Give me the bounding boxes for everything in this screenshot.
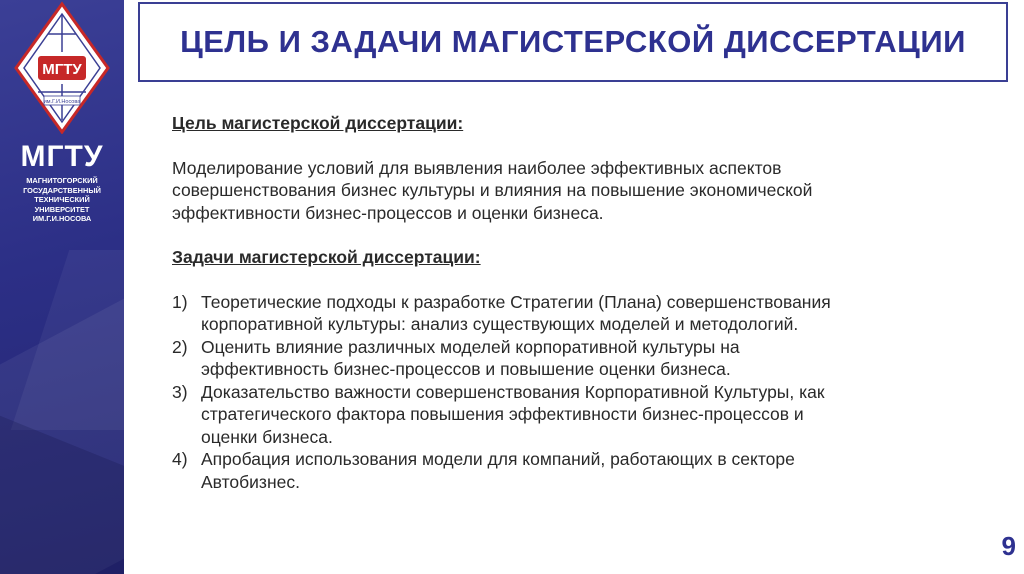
task-line: Автобизнес.	[201, 471, 300, 492]
task-number: 2)	[172, 336, 188, 357]
task-line: Доказательство важности совершенствования Корпоративной Культуры, как	[201, 381, 825, 402]
task-line: стратегического фактора повышения эффективности бизнес-процессов и	[201, 404, 804, 424]
task-number: 3)	[172, 381, 188, 402]
university-emblem-logo	[8, 0, 116, 134]
brand-subtitle-line: ГОСУДАРСТВЕННЫЙ	[23, 185, 101, 195]
page-number: 9	[1001, 531, 1016, 561]
task-item	[172, 291, 982, 336]
brand-subtitle	[0, 176, 124, 224]
goal-paragraph	[172, 157, 982, 225]
brand-subtitle-line: ТЕХНИЧЕСКИЙ	[34, 195, 90, 204]
brand-name: МГТУ	[20, 140, 104, 173]
slide-title: ЦЕЛЬ И ЗАДАЧИ МАГИСТЕРСКОЙ ДИССЕРТАЦИИ	[180, 24, 966, 59]
brand-subtitle-line: УНИВЕРСИТЕТ	[34, 204, 90, 214]
task-item	[172, 381, 982, 449]
emblem-ribbon: им.Г.И.Носова	[43, 99, 81, 105]
title-box	[138, 2, 1008, 82]
task-item	[172, 336, 982, 381]
task-number: 1)	[172, 291, 188, 312]
goal-text-line: совершенствования бизнес культуры и влияния на повышение экономической	[172, 180, 813, 200]
sidebar	[0, 0, 124, 574]
task-line: эффективность бизнес-процессов и повышение оценки бизнеса.	[201, 359, 731, 379]
task-line: Теоретические подходы к разработке Стратегии (Плана) совершенствования	[201, 291, 831, 312]
task-item	[172, 448, 982, 493]
decor-shard	[11, 250, 124, 430]
tasks-heading: Задачи магистерской диссертации:	[172, 247, 481, 267]
brand-subtitle-line: ИМ.Г.И.НОСОВА	[32, 214, 92, 223]
goal-text-line: эффективности бизнес-процессов и оценки бизнеса.	[172, 202, 604, 223]
goal-text-line: Моделирование условий для выявления наиболее эффективных аспектов	[172, 157, 782, 178]
emblem-label: МГТУ	[42, 61, 82, 78]
task-line: Оценить влияние различных моделей корпоративной культуры на	[201, 336, 740, 357]
brand-subtitle-line: МАГНИТОГОРСКИЙ	[26, 176, 98, 185]
task-line: корпоративной культуры: анализ существующих моделей и методологий.	[201, 314, 799, 334]
task-line: оценки бизнеса.	[201, 426, 333, 447]
tasks-list	[172, 291, 982, 494]
slide-content	[172, 112, 982, 493]
task-line: Апробация использования модели для компаний, работающих в секторе	[201, 449, 795, 469]
task-number: 4)	[172, 449, 188, 469]
goal-heading: Цель магистерской диссертации:	[172, 113, 464, 133]
